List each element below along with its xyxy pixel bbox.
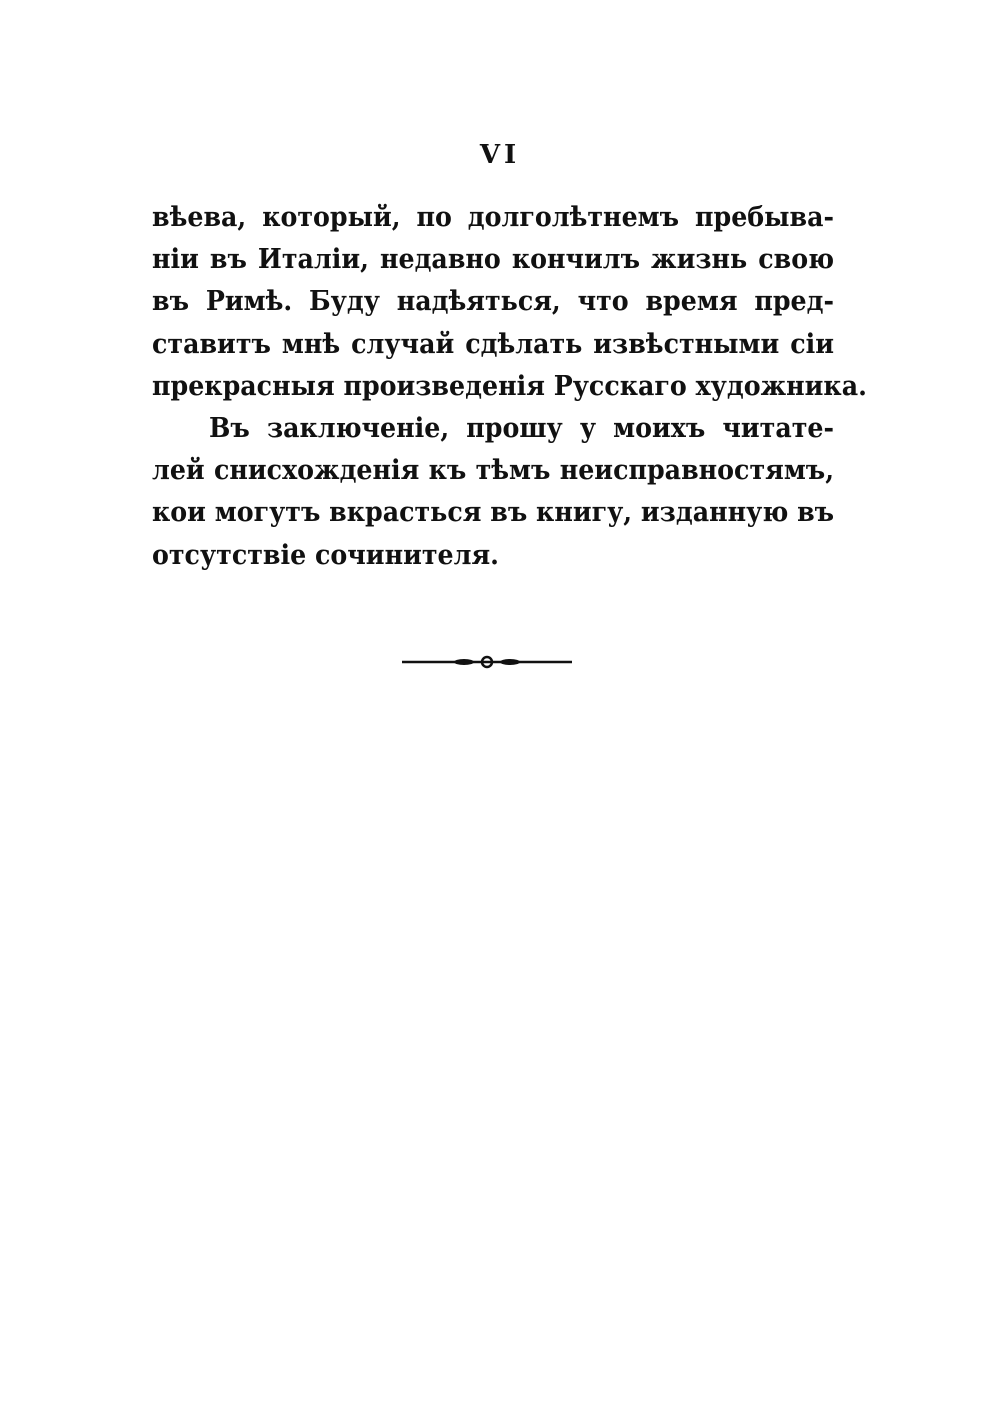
page-number: VI: [479, 140, 521, 170]
text-line: лей снисхожденія къ тѣмъ неисправностямъ,: [152, 454, 835, 487]
body-text: [152, 196, 867, 576]
text-line: кои могутъ вкрасться въ книгу, изданную въ: [152, 496, 835, 529]
ornament-divider: [402, 655, 572, 669]
text-line: въ Римѣ. Буду надѣяться, что время пред-: [152, 285, 835, 318]
text-line: ставитъ мнѣ случай сдѣлать извѣстными сіи: [152, 327, 835, 360]
text-line: ніи въ Италіи, недавно кончилъ жизнь свою: [152, 243, 835, 276]
text-line: прекрасныя произведенія Русскаго художника.: [152, 369, 867, 402]
text-line: вѣева, который, по долголѣтнемъ пребыва-: [152, 201, 835, 233]
text-line: отсутствіе сочинителя.: [152, 538, 499, 571]
text-line: Въ заключеніе, прошу у моихъ читате-: [209, 411, 835, 444]
